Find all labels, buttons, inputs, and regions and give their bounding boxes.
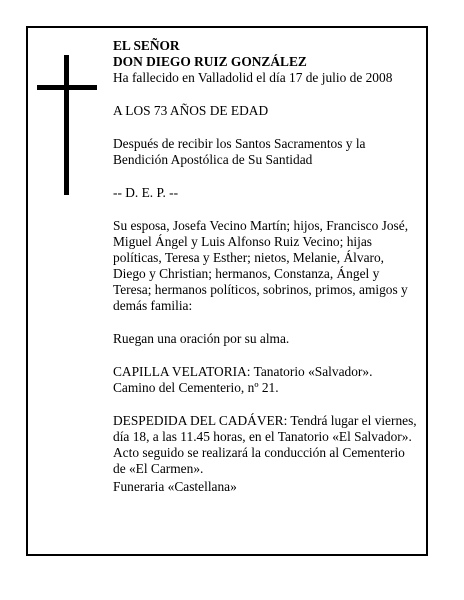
farewell-text: DESPEDIDA DEL CADÁVER: Tendrá lugar el viernes, día 18, a las 11.45 horas, en el Tanatorio «El Salvador». Acto seguido se realizará la conducción al Cementerio de «El Carmen». — [113, 413, 417, 476]
death-info: Ha fallecido en Valladolid el día 17 de julio de 2008 — [113, 70, 393, 85]
obituary-text — [113, 38, 418, 495]
family-text: Su esposa, Josefa Vecino Martín; hijos, Francisco José, Miguel Ángel y Luis Alfonso Ruiz Vecino; hijas políticas, Teresa y Esther; nietos, Melanie, Álvaro, Diego y Christian; hermanos, Constanza, Ángel y Teresa; hermanos políticos, sobrinos, primos, amigos y demás familia: — [113, 218, 409, 313]
age-line: A LOS 73 AÑOS DE EDAD — [113, 103, 269, 118]
rip-line: -- D. E. P. -- — [113, 185, 179, 200]
funeral-home-text: Funeraria «Castellana» — [113, 479, 237, 494]
chapel-text: CAPILLA VELATORIA: Tanatorio «Salvador». Camino del Cementerio, nº 21. — [113, 364, 373, 395]
prayer-text: Ruegan una oración por su alma. — [113, 331, 290, 346]
deceased-name: DON DIEGO RUIZ GONZÁLEZ — [113, 54, 307, 69]
cross-vertical-bar — [64, 55, 69, 195]
sacraments-text: Después de recibir los Santos Sacramentos y la Bendición Apostólica de Su Santidad — [113, 136, 366, 167]
deceased-title: EL SEÑOR — [113, 38, 180, 53]
cross-horizontal-bar — [37, 85, 97, 90]
